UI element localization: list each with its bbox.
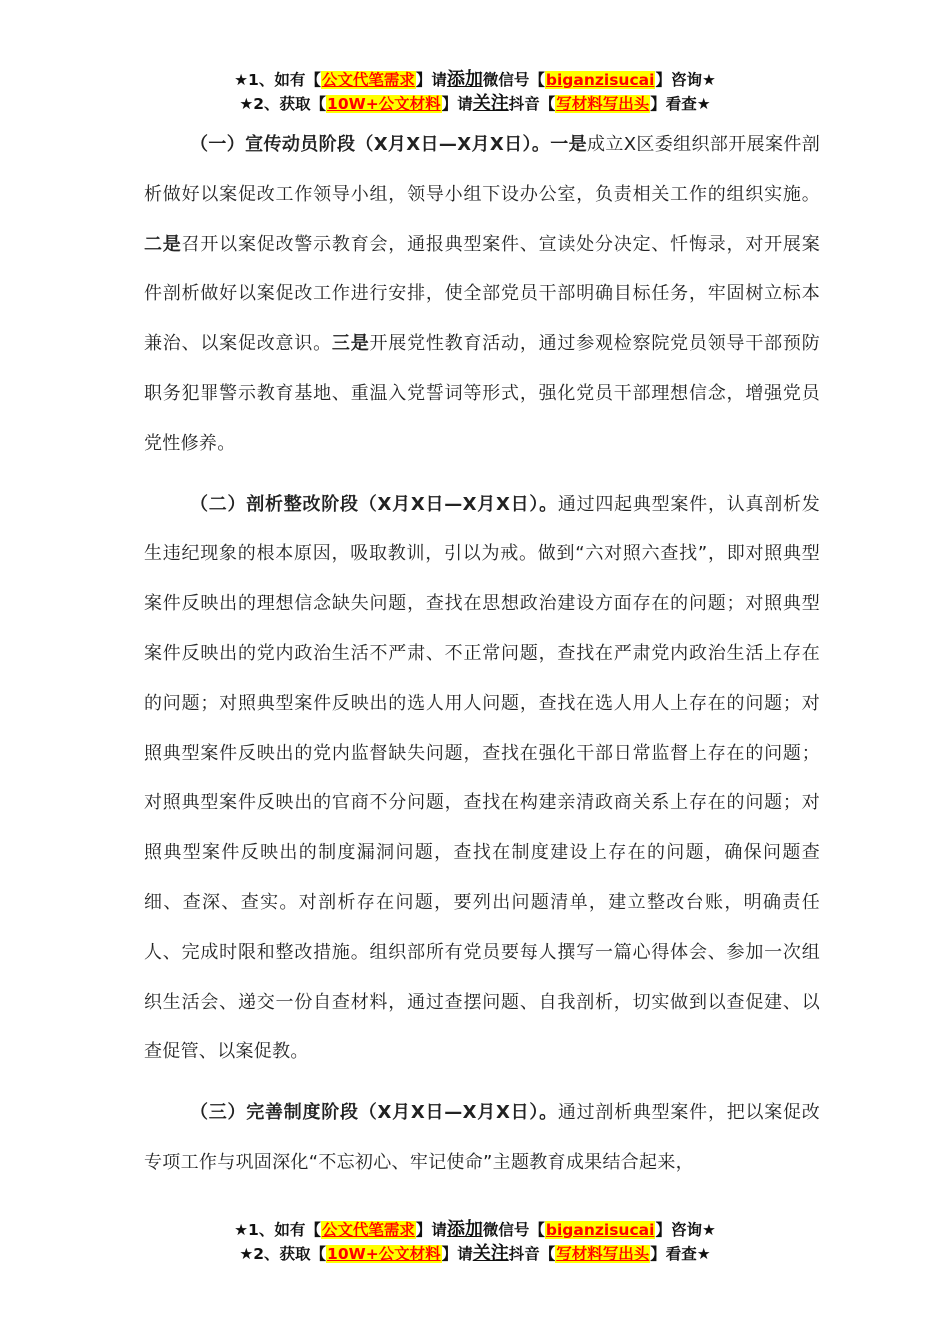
banner-text: ★2、获取【	[239, 1245, 327, 1263]
banner-emphasis-add: 添加	[446, 69, 483, 90]
wechat-id: biganzisucai	[545, 71, 655, 89]
banner-text: 抖音【	[508, 1245, 556, 1263]
paragraph-2	[144, 480, 820, 1078]
banner-text: 】看查★	[650, 1245, 711, 1263]
paragraph-text: 通过剖析典型案件，把以案促改专项工作与巩固深化“不忘初心、牢记使命”主题教育成果结合起来，	[144, 1102, 821, 1173]
banner-line-1	[0, 68, 950, 92]
paragraph-text: 召开以案促改警示教育会，通报典型案件、宣读处分决定、忏悔录，对开展案件剖析做好以案促改工作进行安排，使全部党员干部明确目标任务，牢固树立标本兼治、以案促改意识。	[144, 233, 820, 355]
banner-emphasis-follow: 关注	[472, 93, 509, 114]
lead-phrase: 三是	[331, 333, 370, 355]
document-body	[144, 120, 820, 1188]
header-banner	[0, 68, 950, 116]
banner-text: 】请	[415, 1221, 447, 1239]
banner-line-1	[0, 1218, 950, 1242]
banner-emphasis-add: 添加	[446, 1219, 483, 1240]
paragraph-text: 开展党性教育活动，通过参观检察院党员领导干部预防职务犯罪警示教育基地、重温入党誓词等形式，强化党员干部理想信念，增强党员党性修养。	[144, 333, 821, 454]
banner-text: ★2、获取【	[239, 95, 327, 113]
banner-text: 】咨询★	[655, 1221, 716, 1239]
lead-phrase: 二是	[144, 233, 182, 255]
banner-text: 】请	[441, 95, 473, 113]
paragraph-text: 成立X区委组织部开展案件剖析做好以案促改工作领导小组，领导小组下设办公室，负责相关工作的组织实施。	[144, 134, 821, 205]
highlight-ghostwriting: 公文代笔需求	[321, 71, 415, 89]
section-heading: （三）完善制度阶段（X月X日—X月X日）。	[190, 1102, 558, 1124]
banner-text: ★1、如有【	[234, 1221, 321, 1239]
banner-line-2	[0, 92, 950, 116]
section-heading: （一）宣传动员阶段（X月X日—X月X日）。	[190, 134, 551, 155]
highlight-materials: 10W+公文材料	[327, 1245, 441, 1263]
lead-phrase: 一是	[550, 134, 587, 155]
banner-text: 】请	[441, 1245, 473, 1263]
banner-text: 抖音【	[508, 95, 556, 113]
footer-banner	[0, 1218, 950, 1266]
banner-text: ★1、如有【	[234, 71, 321, 89]
section-heading: （二）剖析整改阶段（X月X日—X月X日）。	[190, 493, 558, 515]
banner-text: 】请	[415, 71, 447, 89]
banner-text: 微信号【	[482, 71, 545, 89]
banner-text: 微信号【	[482, 1221, 545, 1239]
paragraph-3	[144, 1088, 820, 1188]
paragraph-1	[144, 120, 820, 469]
douyin-account: 写材料写出头	[556, 1245, 650, 1263]
banner-line-2	[0, 1242, 950, 1266]
highlight-ghostwriting: 公文代笔需求	[321, 1221, 415, 1239]
douyin-account: 写材料写出头	[556, 95, 650, 113]
highlight-materials: 10W+公文材料	[327, 95, 441, 113]
banner-text: 】咨询★	[655, 71, 716, 89]
banner-emphasis-follow: 关注	[472, 1243, 509, 1264]
banner-text: 】看查★	[650, 95, 711, 113]
wechat-id: biganzisucai	[545, 1221, 655, 1239]
paragraph-text: 通过四起典型案件，认真剖析发生违纪现象的根本原因，吸取教训，引以为戒。做到“六对照六查找”，即对照典型案件反映出的理想信念缺失问题，查找在思想政治建设方面存在的问题；对照典型案件反映出的党内政治生活不严肃、不正常问题，查找在严肃党内政治生活上存在的问题；对照典型案件反映出的选人用人问题，查找在选人用人上存在的问题；对照典型案件反映出的党内监督缺失问题，查找在强化干部日常监督上存在的问题；对照典型案件反映出的官商不分问题，查找在构建亲清政商关系上存在的问题；对照典型案件反映出的制度漏洞问题，查找在制度建设上存在的问题，确保问题查细、查深、查实。对剖析存在问题，要列出问题清单，建立整改台账，明确责任人、完成时限和整改措施。组织部所有党员要每人撰写一篇心得体会、参加一次组织生活会、递交一份自查材料，通过查摆问题、自我剖析，切实做到以查促建、以查促管、以案促教。	[144, 493, 821, 1063]
